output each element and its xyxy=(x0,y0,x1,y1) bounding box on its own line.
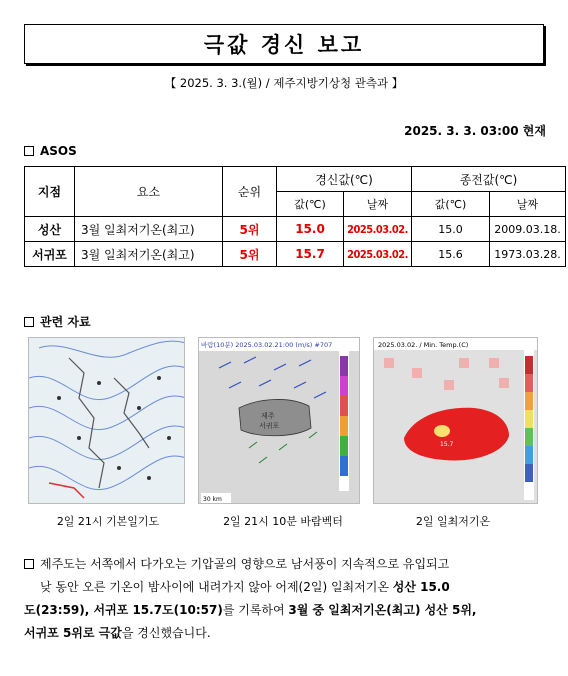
caption-wind-vector: 2일 21시 10분 바람벡터 xyxy=(223,515,343,528)
weather-chart-image xyxy=(28,337,185,504)
header-old-val: 값(℃) xyxy=(412,192,490,217)
summary-paragraph xyxy=(24,553,548,645)
section-asos-label: ASOS xyxy=(40,144,77,158)
cell-element: 3월 일최저기온(최고) xyxy=(75,217,223,242)
cell-old-date: 2009.03.18. xyxy=(490,217,566,242)
cell-date: 2025.03.02. xyxy=(344,242,412,267)
wind-chart-scale: 30 km xyxy=(203,496,222,503)
section-asos xyxy=(24,144,77,158)
summary-line-1: 제주도는 서쪽에서 다가오는 기압골의 영향으로 남서풍이 지속적으로 유입되고 xyxy=(24,553,548,576)
temp-chart-header: 2025.03.02. / Min. Temp.(C) xyxy=(378,341,469,349)
summary-line-3: 도(23:59), 서귀포 15.7도(10:57)를 기록하여 3월 중 일최저기온(최고) 성산 5위, xyxy=(24,603,477,617)
cell-station: 성산 xyxy=(25,217,75,242)
cell-station: 서귀포 xyxy=(25,242,75,267)
cell-value: 15.7 xyxy=(277,242,344,267)
header-date: 날짜 xyxy=(344,192,412,217)
caption-weather-chart: 2일 21시 기본일기도 xyxy=(56,515,160,528)
wind-chart-label-seogwipo: 서귀포 xyxy=(259,422,280,430)
checkbox-square-icon xyxy=(24,317,34,327)
cell-value: 15.0 xyxy=(277,217,344,242)
temp-chart-point: 15.7 xyxy=(440,441,454,448)
summary-line-4: 서귀포 5위로 극값을 경신했습니다. xyxy=(24,626,211,640)
wind-vector-image xyxy=(198,337,360,504)
header-rank: 순위 xyxy=(223,167,277,217)
table-row xyxy=(25,242,566,267)
header-old-value: 종전값(℃) xyxy=(412,167,566,192)
cell-old-value: 15.0 xyxy=(412,217,490,242)
cell-old-date: 1973.03.28. xyxy=(490,242,566,267)
header-element: 요소 xyxy=(75,167,223,217)
report-time: 2025. 3. 3. 03:00 현재 xyxy=(404,124,546,138)
cell-rank: 5위 xyxy=(223,217,277,242)
cell-old-value: 15.6 xyxy=(412,242,490,267)
checkbox-square-icon xyxy=(24,146,34,156)
header-old-date: 날짜 xyxy=(490,192,566,217)
record-table xyxy=(24,166,566,267)
checkbox-square-icon xyxy=(24,559,34,569)
min-temp-image xyxy=(373,337,538,504)
cell-date: 2025.03.02. xyxy=(344,217,412,242)
header-new-value: 경신값(℃) xyxy=(277,167,412,192)
report-title: 극값 경신 보고 xyxy=(24,24,544,64)
header-value: 값(℃) xyxy=(277,192,344,217)
table-row xyxy=(25,217,566,242)
header-station: 지점 xyxy=(25,167,75,217)
caption-min-temp: 2일 일최저기온 xyxy=(415,515,491,528)
section-related xyxy=(24,313,91,330)
section-related-label: 관련 자료 xyxy=(40,315,91,329)
cell-rank: 5위 xyxy=(223,242,277,267)
cell-element: 3월 일최저기온(최고) xyxy=(75,242,223,267)
summary-line-2: 낮 동안 오른 기온이 밤사이에 내려가지 않아 어제(2일) 일최저기온 성산 15.0 xyxy=(40,580,450,594)
wind-chart-label-jeju: 제주 xyxy=(261,412,275,420)
wind-chart-header: 바람(10분) 2025.03.02.21:00 (m/s) #707 xyxy=(201,341,333,349)
report-subtitle: 【 2025. 3. 3.(월) / 제주지방기상청 관측과 】 xyxy=(164,76,404,90)
